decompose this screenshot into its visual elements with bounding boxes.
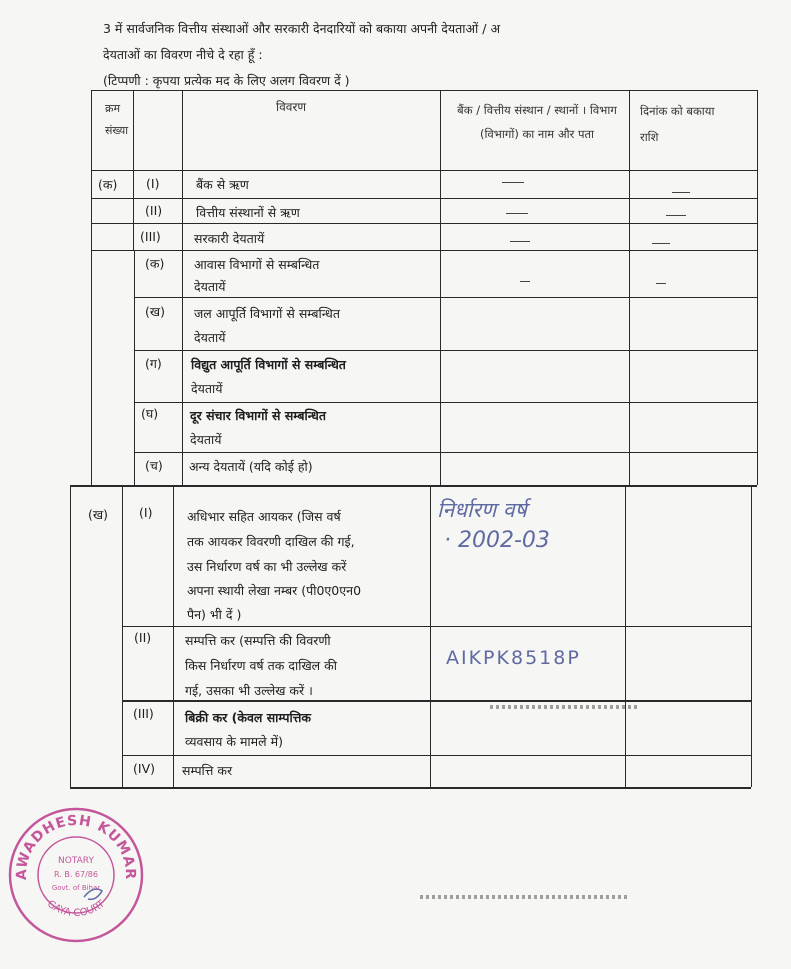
- col-divider-serial-lower: [122, 485, 123, 787]
- row-divider-6: [134, 402, 757, 403]
- dash-mark: [672, 192, 690, 193]
- row-6-num: (ग): [145, 356, 162, 371]
- row-10-desc2: किस निर्धारण वर्ष तक दाखिल की: [185, 658, 337, 673]
- table-right-border-lower: [751, 485, 752, 787]
- header-description: विवरण: [276, 100, 307, 114]
- row-4-num: (क): [145, 256, 165, 271]
- row-6-desc1: विद्युत आपूर्ति विभागों से सम्बन्धित: [191, 357, 346, 372]
- stamp-center-line-3: Govt. of Bihar: [51, 884, 101, 892]
- header-bank: बैंक / वित्तीय संस्थान / स्थानों । विभाग (विभागों) का नाम और पता: [457, 103, 617, 141]
- row-divider-2: [91, 223, 757, 224]
- handwritten-assessment-label: निर्धारण वर्ष: [437, 498, 527, 522]
- dash-mark: [510, 241, 530, 242]
- row-4-desc1: आवास विभागों से सम्बन्धित: [194, 257, 320, 272]
- row-9-desc5: पैन) भी दें ): [187, 607, 242, 622]
- header-date-amount: दिनांक को बकाया राशि: [640, 104, 715, 144]
- row-divider-11: [122, 755, 751, 756]
- redaction-mark: [420, 895, 630, 899]
- stamp-center-line-1: NOTARY: [58, 856, 94, 866]
- row-11-desc2: व्यवसाय के मामले में): [185, 734, 283, 749]
- row-2-num: (II): [145, 203, 163, 218]
- stamp-center-line-2: R. B. 67/86: [54, 870, 98, 879]
- row-divider-7: [134, 452, 757, 453]
- col-divider-desc-lower: [430, 485, 431, 787]
- svg-text:GAYA COURT: [45, 898, 108, 919]
- row-1-desc: बैंक से ऋण: [196, 177, 249, 192]
- row-10-desc3: गई, उसका भी उल्लेख करें ।: [185, 683, 313, 698]
- row-1-num: (I): [146, 176, 160, 191]
- intro-line-2: देयताओं का विवरण नीचे दे रहा हूँ :: [103, 47, 263, 62]
- handwritten-pan: AIKPK8518P: [446, 647, 581, 669]
- header-serial: क्रम संख्या: [105, 102, 129, 137]
- row-9-section: (ख): [88, 507, 108, 522]
- row-1-section: (क): [98, 177, 118, 192]
- row-7-desc1: दूर संचार विभागों से सम्बन्धित: [190, 408, 326, 423]
- row-5-desc2: देयतायें: [194, 330, 226, 345]
- row-4-desc2: देयतायें: [194, 279, 226, 294]
- row-3-desc: सरकारी देयतायें: [194, 231, 265, 246]
- row-divider-header: [91, 170, 757, 171]
- notary-stamp: [6, 805, 146, 945]
- row-9-desc2: तक आयकर विवरणी दाखिल की गई,: [187, 534, 355, 549]
- row-divider-5: [134, 350, 757, 351]
- redaction-mark: [490, 705, 640, 709]
- intro-note: (टिप्पणी : कृपया प्रत्येक मद के लिए अलग विवरण दें ): [103, 73, 350, 88]
- row-9-num: (I): [139, 505, 153, 520]
- table-top-border: [91, 90, 757, 91]
- row-divider-3: [91, 250, 757, 251]
- row-divider-9: [122, 626, 751, 627]
- row-6-desc2: देयतायें: [191, 381, 223, 396]
- row-10-desc1: सम्पत्ति कर (सम्पत्ति की विवरणी: [185, 633, 331, 648]
- table-right-border-upper: [757, 90, 758, 485]
- dash-mark: [652, 243, 670, 244]
- stamp-bottom-text: GAYA COURT: [44, 898, 108, 919]
- col-divider-bank-lower: [625, 485, 626, 787]
- col-divider-bank-upper: [629, 90, 630, 485]
- col-divider-num-upper: [182, 90, 183, 485]
- row-3-num: (III): [140, 229, 161, 244]
- row-divider-10: [122, 700, 751, 702]
- row-10-num: (II): [134, 630, 152, 645]
- dash-mark: [506, 213, 528, 214]
- row-divider-section: [70, 485, 757, 487]
- dash-mark: [656, 283, 666, 284]
- row-12-num: (IV): [133, 761, 155, 776]
- row-divider-1: [91, 198, 757, 199]
- col-divider-num-lower: [173, 485, 174, 787]
- row-2-desc: वित्तीय संस्थानों से ऋण: [196, 205, 300, 220]
- col-divider-desc-upper: [440, 90, 441, 485]
- intro-line-1: 3 में सार्वजनिक वित्तीय संस्थाओं और सरकारी देनदारियों को बकाया अपनी देयताओं / अ: [103, 21, 500, 36]
- row-8-num: (च): [145, 458, 163, 473]
- table-left-border-lower: [70, 485, 71, 787]
- row-12-desc: सम्पत्ति कर: [182, 763, 233, 778]
- row-11-desc1: बिक्री कर (केवल साम्पत्तिक: [185, 710, 311, 725]
- row-divider-4: [134, 297, 757, 298]
- row-5-desc1: जल आपूर्ति विभागों से सम्बन्धित: [194, 306, 340, 321]
- table-left-border-upper: [91, 90, 92, 485]
- row-9-desc3: उस निर्धारण वर्ष का भी उल्लेख करें: [187, 559, 347, 574]
- row-5-num: (ख): [145, 304, 165, 319]
- dash-mark: [502, 182, 524, 183]
- row-8-desc: अन्य देयतायें (यदि कोई हो): [189, 459, 313, 474]
- col-divider-serial-mid: [134, 250, 135, 485]
- stamp-outer-text: AWADHESH KUMAR: [13, 812, 139, 881]
- stamp-seal-icon: [6, 805, 146, 945]
- dash-mark: [520, 281, 530, 282]
- row-11-num: (III): [133, 706, 154, 721]
- row-7-num: (घ): [141, 406, 159, 421]
- row-9-desc1: अधिभार सहित आयकर (जिस वर्ष: [187, 509, 341, 524]
- row-9-desc4: अपना स्थायी लेखा नम्बर (पी0ए0एन0: [187, 583, 362, 598]
- table-bottom-border: [70, 787, 751, 789]
- row-7-desc2: देयतायें: [190, 432, 222, 447]
- handwritten-assessment-year: · 2002-03: [444, 528, 550, 553]
- dash-mark: [666, 215, 686, 216]
